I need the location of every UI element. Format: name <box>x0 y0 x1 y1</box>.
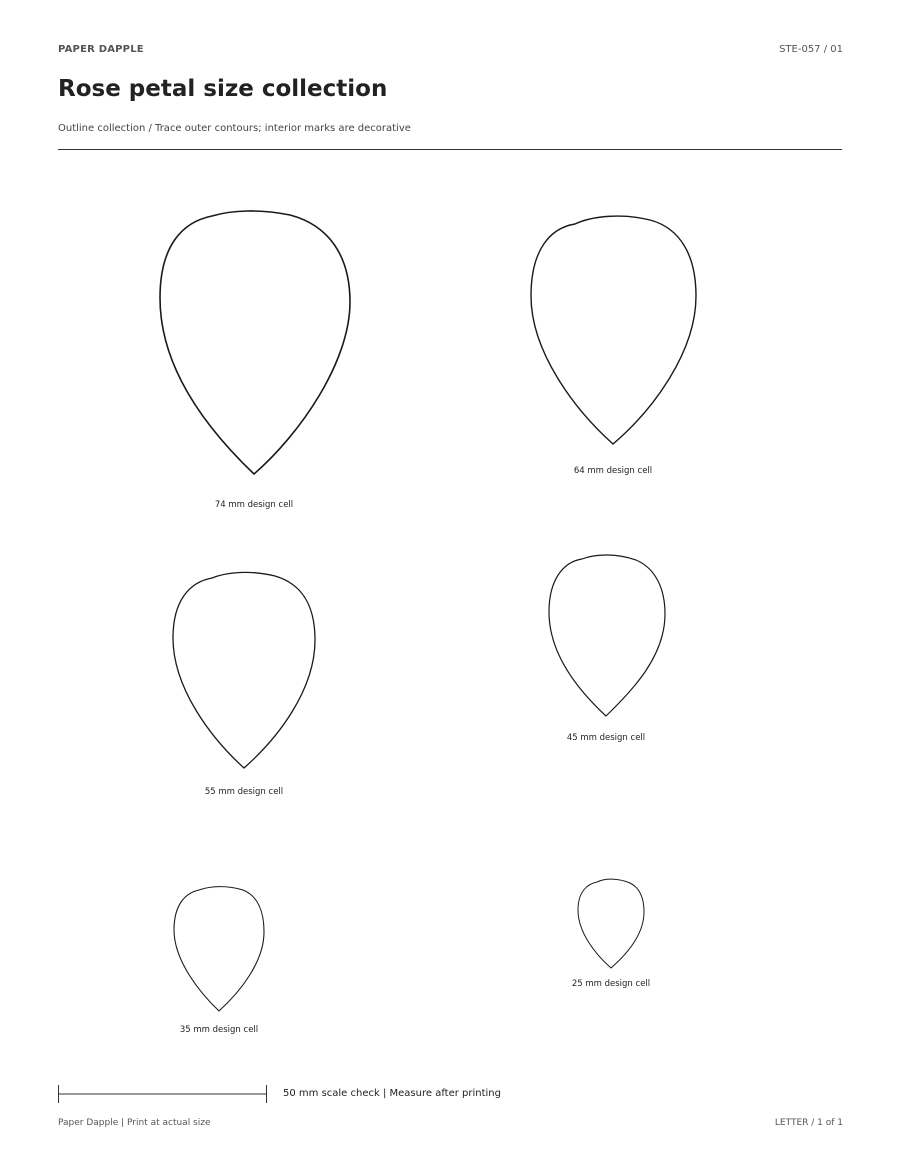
petal-caption-64mm: 64 mm design cell <box>573 466 653 476</box>
petal-caption-25mm: 25 mm design cell <box>571 979 651 989</box>
petal-outline-64mm <box>531 216 696 444</box>
document-id: STE-057 / 01 <box>779 44 843 55</box>
footer-right: LETTER / 1 of 1 <box>774 1118 843 1128</box>
brand-label: PAPER DAPPLE <box>58 44 144 55</box>
page-subtitle: Outline collection / Trace outer contours; interior marks are decorative <box>58 123 411 134</box>
petal-outline-35mm <box>174 887 264 1011</box>
footer-left: Paper Dapple | Print at actual size <box>58 1118 211 1128</box>
petal-outline-55mm <box>173 572 315 768</box>
petal-caption-45mm: 45 mm design cell <box>566 733 646 743</box>
petal-caption-55mm: 55 mm design cell <box>204 787 284 797</box>
petal-outline-45mm <box>549 555 665 716</box>
petal-caption-74mm: 74 mm design cell <box>214 500 294 510</box>
petal-caption-35mm: 35 mm design cell <box>179 1025 259 1035</box>
scale-check-bar <box>58 1084 268 1104</box>
page-title: Rose petal size collection <box>58 76 388 102</box>
petal-outline-74mm <box>160 211 350 474</box>
scale-check-label: 50 mm scale check | Measure after printing <box>283 1088 501 1099</box>
petal-outline-25mm <box>578 879 644 968</box>
